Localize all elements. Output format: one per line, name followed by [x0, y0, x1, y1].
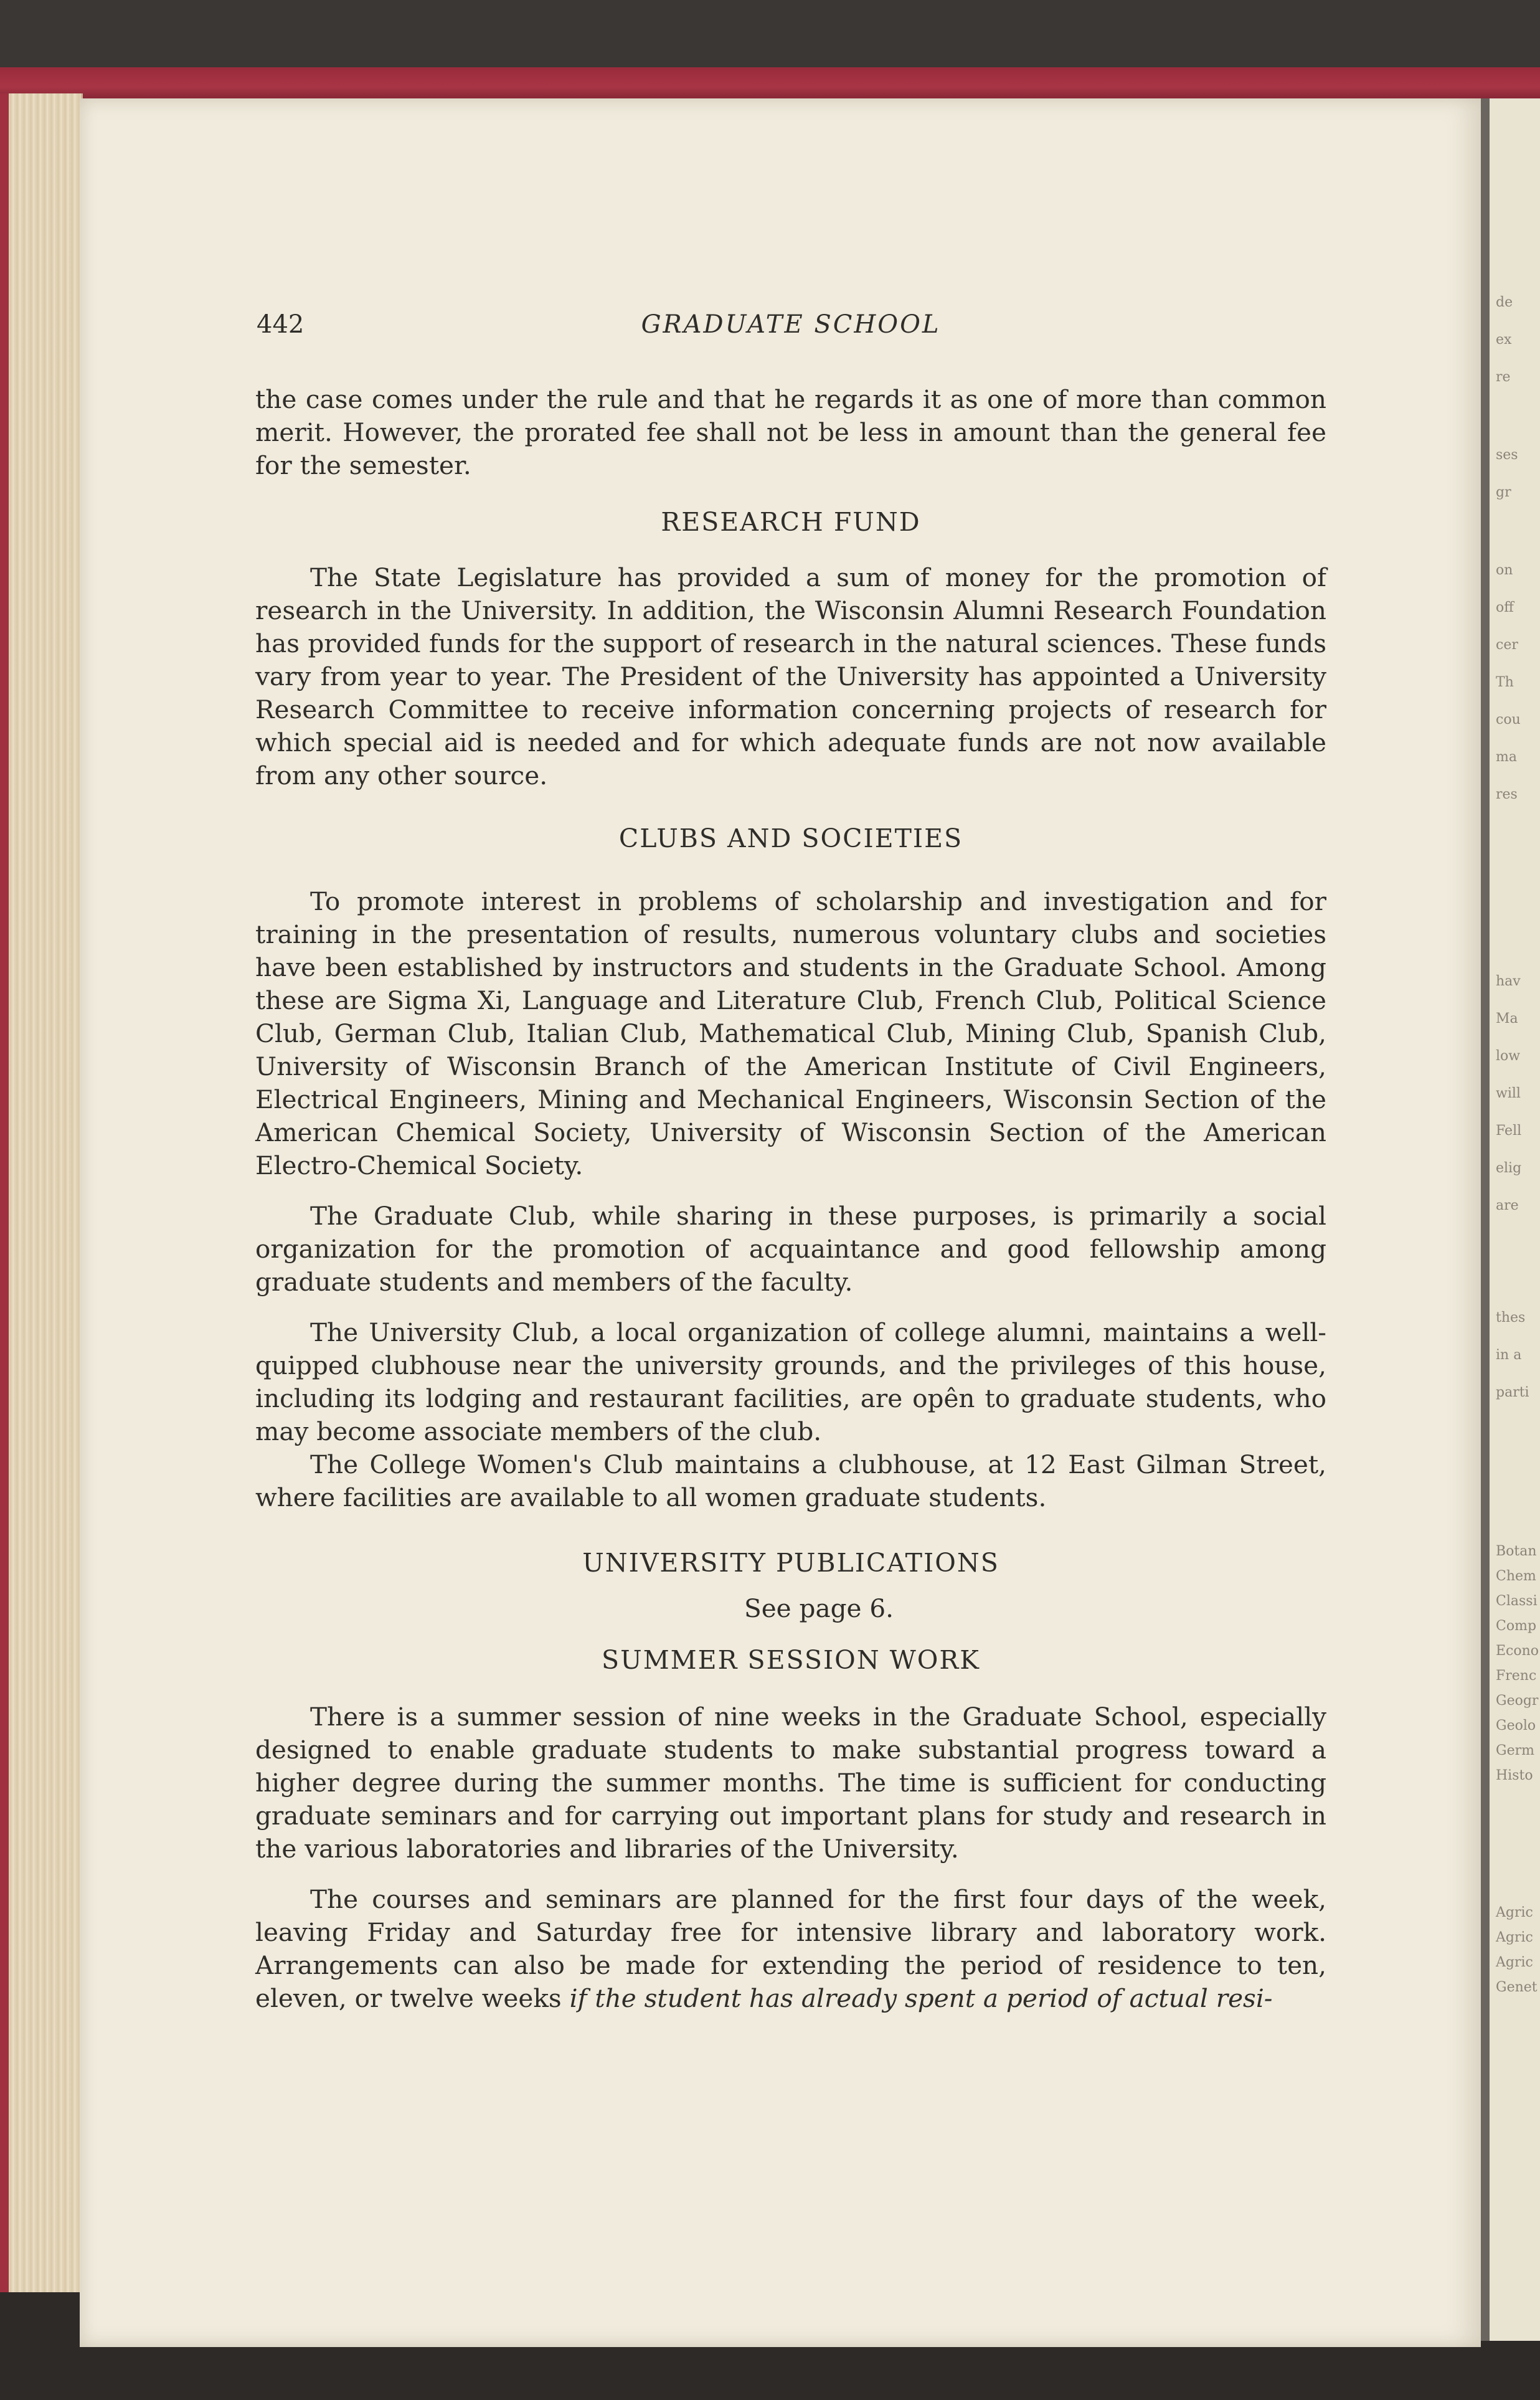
clubs-paragraph-4: The College Women's Club maintains a clubhouse, at 12 East Gilman Street, where facilities are available to all women graduate students. [255, 1449, 1326, 1512]
next-page-fragment: Agric [1496, 1955, 1533, 1970]
next-page-fragment: Geolo [1496, 1718, 1536, 1734]
clubs-paragraph-1: To promote interest in problems of scholarship and investigation and for training in the presentation of results, numerous voluntary clubs and societies have been established by instructors and students in the Graduate School. Among these are Sigma Xi, Language and Literature Club, French Club, Political Science Club, German Club, Italian Club, Mathematical Club, Mining Club, Spanish Club, University of Wisconsin Branch of the American Institute of Civil Engineers, Electrical Engineers, Mining and Mechanical Engineers, Wisconsin Section of the American Chemical Society, University of Wisconsin Section of the American Electro-Chemical Society. [255, 886, 1326, 1180]
next-page-fragment: low [1496, 1048, 1521, 1064]
next-page-fragment: Fell [1496, 1123, 1522, 1139]
running-head [255, 308, 1326, 346]
summer-paragraph-2-italic: if the student has already spent a period of actual resi- [569, 1983, 1273, 2013]
next-page-fragment: Frenc [1496, 1668, 1537, 1684]
page-number: 442 [257, 310, 305, 339]
summer-paragraph-1: There is a summer session of nine weeks in the Graduate School, especially designed to enable graduate students to make substantial progress toward a higher degree during the summer months. The time is sufficient for conducting graduate seminars and for carrying out important plans for study and research in the various laboratories and libraries of the University. [255, 1702, 1326, 1864]
publications-see-page: See page 6. [744, 1593, 894, 1623]
clubs-paragraph-3: The University Club, a local organization of college alumni, maintains a well-quipped clubhouse near the university grounds, and the privileges of this house, including its lodging and restaurant facilities, are opên to graduate students, who may become associate members of the club. [255, 1317, 1326, 1446]
next-page-fragment: Agric [1496, 1930, 1533, 1945]
next-page-fragment: Botan [1496, 1544, 1537, 1559]
next-page-fragment: Classi [1496, 1593, 1538, 1609]
intro-paragraph: the case comes under the rule and that he regards it as one of more than common merit. However, the prorated fee shall not be less in amount than the general fee for the semester. [255, 384, 1326, 480]
next-page-fragment: cer [1496, 637, 1518, 653]
next-page-fragment: Ma [1496, 1011, 1518, 1027]
running-title: GRADUATE SCHOOL [641, 310, 941, 339]
next-page-fragment: hav [1496, 974, 1521, 989]
next-page-fragment: Germ [1496, 1743, 1534, 1758]
next-page-fragment: de [1496, 295, 1513, 310]
book-binding-top [0, 0, 1540, 103]
next-page-fragment: Genet [1496, 1980, 1538, 1995]
next-page-fragment: parti [1496, 1385, 1529, 1400]
next-page-fragment: in a [1496, 1347, 1522, 1363]
heading-clubs-and-societies: CLUBS AND SOCIETIES [618, 823, 963, 853]
page-edges-left [0, 93, 83, 2292]
next-page-fragment: Comp [1496, 1618, 1537, 1634]
next-page-fragment: gr [1496, 485, 1511, 500]
research-fund-paragraph: The State Legislature has provided a sum of money for the promotion of research in the University. In addition, the Wisconsin Alumni Research Foundation has provided funds for the support of research in the natural sciences. These funds vary from year to year. The President of the University has appointed a University Research Committee to receive information concerning projects of research for which special aid is needed and for which adequate funds are not now available from any other source. [255, 562, 1326, 790]
next-page-fragment: elig [1496, 1160, 1522, 1176]
page-content [255, 308, 1326, 2015]
next-page-fragment: are [1496, 1198, 1519, 1213]
next-page-fragment: Geogr [1496, 1693, 1539, 1709]
clubs-paragraph-2: The Graduate Club, while sharing in these purposes, is primarily a social organization for the promotion of acquaintance and good fellowship among graduate students and members of the faculty. [255, 1201, 1326, 1297]
next-page-fragment: ma [1496, 749, 1517, 765]
next-page-fragment: ses [1496, 447, 1518, 463]
summer-paragraph-2-text: The courses and seminars are planned for the first four days of the week, leaving Friday and Saturday free for intensive library and laboratory work. Arrangements can also be made for extending the period of residence to ten, eleven, or twelve weeks [255, 1884, 1326, 2013]
scan-background [0, 2347, 1540, 2400]
next-page-fragment: will [1496, 1086, 1521, 1101]
heading-university-publications: UNIVERSITY PUBLICATIONS [582, 1548, 999, 1578]
next-page-fragment: on [1496, 562, 1513, 578]
next-page-fragment: Agric [1496, 1905, 1533, 1920]
next-page-fragment: Chem [1496, 1568, 1536, 1584]
heading-research-fund: RESEARCH FUND [661, 507, 921, 537]
summer-paragraph-2 [255, 1883, 1326, 2015]
next-page-fragment: cou [1496, 712, 1521, 728]
next-page-fragment: Histo [1496, 1768, 1533, 1783]
next-page-fragment: Econo [1496, 1643, 1539, 1659]
heading-summer-session-work: SUMMER SESSION WORK [602, 1645, 980, 1675]
next-page-fragment: ex [1496, 332, 1512, 348]
next-page-edge [1481, 98, 1540, 2341]
next-page-fragment: off [1496, 600, 1514, 615]
next-page-fragment: res [1496, 787, 1518, 802]
next-page-fragment: re [1496, 369, 1511, 385]
book-binding-left [0, 93, 9, 2292]
next-page-fragment: thes [1496, 1310, 1526, 1326]
next-page-fragment: Th [1496, 675, 1514, 690]
